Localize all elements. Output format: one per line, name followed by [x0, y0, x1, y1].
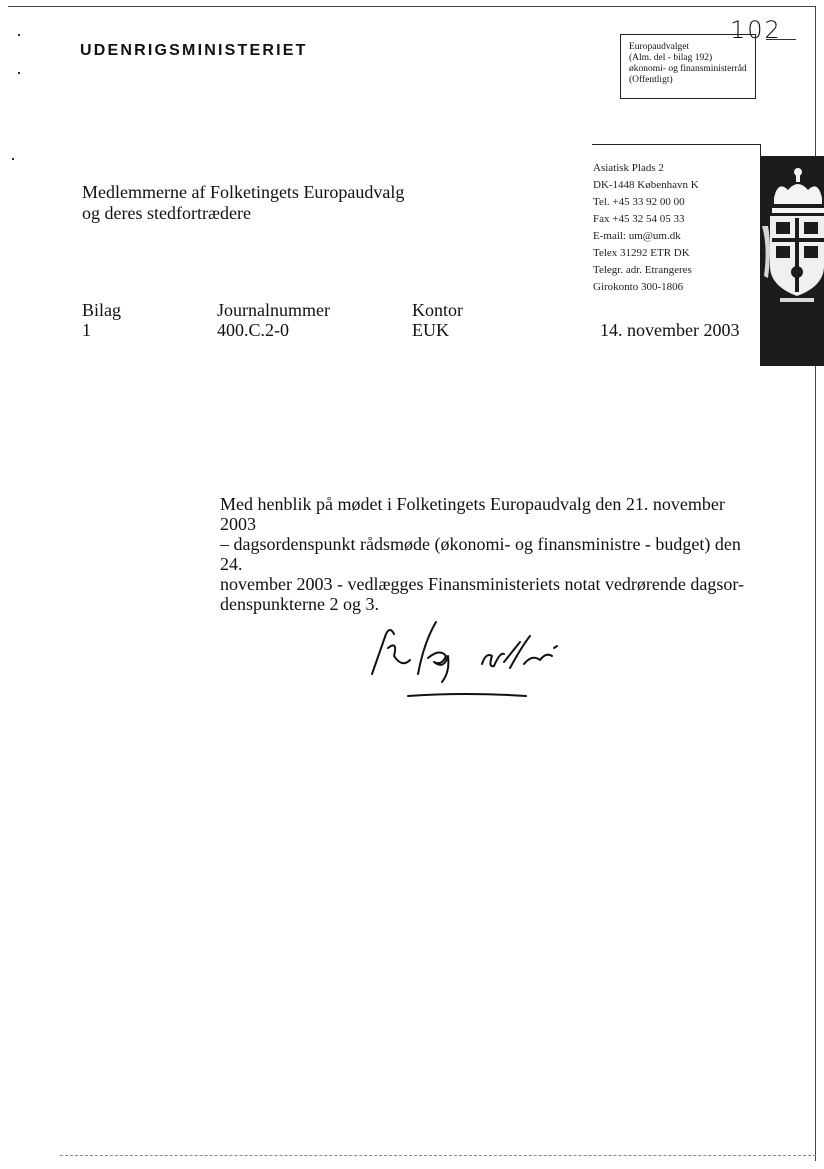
margin-mark [12, 158, 14, 160]
stamp-line: (Alm. del - bilag 192) [629, 53, 713, 63]
body-line: november 2003 - vedlægges Finansministeriets notat vedrørende dagsor- [220, 574, 745, 594]
bilag-field [82, 300, 121, 340]
stamp-line: Europaudvalget [629, 42, 690, 52]
address-line: Girokonto 300-1806 [593, 281, 684, 293]
handwritten-underline [766, 39, 796, 40]
address-line: DK-1448 København K [593, 179, 699, 191]
margin-mark [18, 72, 20, 74]
body-line: Med henblik på mødet i Folketingets Europaudvalg den 21. november 2003 [220, 494, 725, 534]
body-line: – dagsordenspunkt rådsmøde (økonomi- og finansministre - budget) den 24. [220, 534, 741, 574]
kontor-field [412, 300, 463, 340]
stamp-line: økonomi- og finansministerråd [629, 64, 747, 74]
body-line: denspunkterne 2 og 3. [220, 594, 379, 614]
bilag-label: Bilag [82, 300, 121, 320]
journal-field [217, 300, 330, 340]
ministry-name: UDENRIGSMINISTERIET [80, 42, 308, 59]
registration-stamp [620, 34, 756, 99]
royal-crest [760, 156, 824, 366]
journal-label: Journalnummer [217, 300, 330, 320]
address-line: Tel. +45 33 92 00 00 [593, 196, 685, 208]
sender-address [593, 160, 699, 296]
letter-date: 14. november 2003 [600, 320, 740, 340]
bilag-value: 1 [82, 320, 91, 340]
stamp-line: (Offentligt) [629, 75, 673, 85]
address-rule [592, 144, 760, 145]
recipient-line: Medlemmerne af Folketingets Europaudvalg [82, 182, 405, 202]
address-line: Telegr. adr. Etrangeres [593, 264, 692, 276]
letter-body [220, 494, 760, 614]
address-line: Telex 31292 ETR DK [593, 247, 690, 259]
kontor-label: Kontor [412, 300, 463, 320]
margin-mark [18, 34, 20, 36]
handwritten-signature [364, 612, 574, 717]
address-line: Fax +45 32 54 05 33 [593, 213, 685, 225]
address-line: Asiatisk Plads 2 [593, 162, 664, 174]
page-bottom-edge [60, 1155, 816, 1156]
journal-value: 400.C.2-0 [217, 320, 289, 340]
kontor-value: EUK [412, 320, 449, 340]
recipient-block [82, 182, 404, 224]
address-line: E-mail: um@um.dk [593, 230, 681, 242]
recipient-line: og deres stedfortrædere [82, 203, 251, 223]
handwritten-document-number: 102 [730, 16, 782, 44]
